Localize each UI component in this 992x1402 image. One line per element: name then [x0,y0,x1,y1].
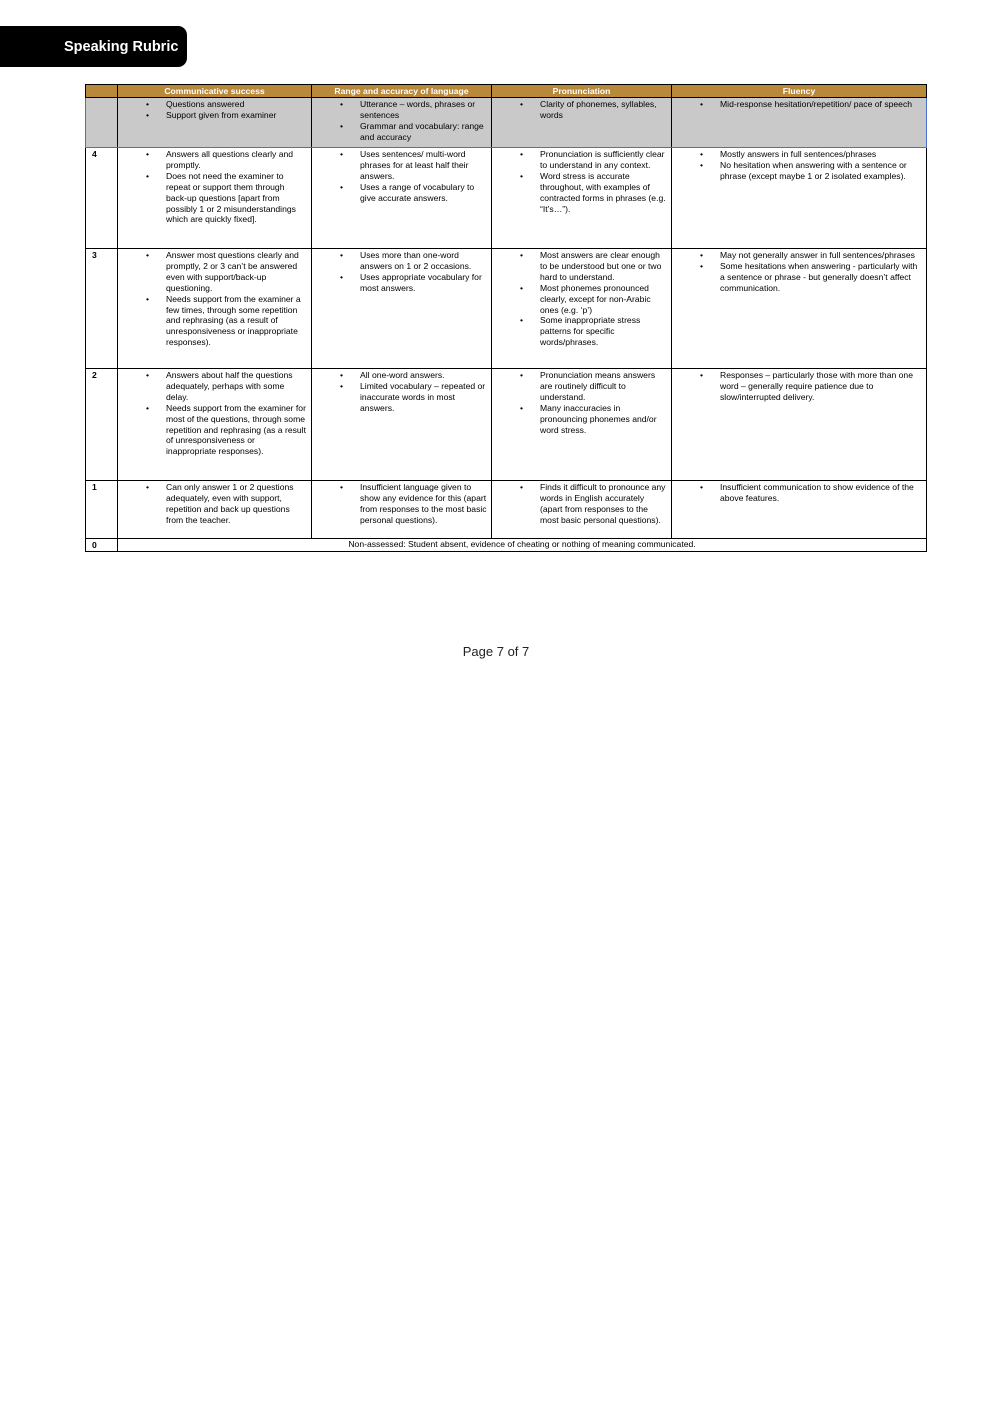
criterion-item: • Word stress is accurate throughout, with examples of contracted forms in phrases (e.g. “It’s…”). [540,171,667,215]
criterion-item: • Does not need the examiner to repeat or support them through back-up questions [apart from possibly 1 or 2 misunderstandings which are quickly fixed]. [166,171,307,226]
criterion-cell [118,249,312,369]
descriptor-item: • Questions answered [166,99,307,110]
descriptor-item: • Support given from examiner [166,110,307,121]
criterion-cell [492,481,672,539]
descriptor-item: • Grammar and vocabulary: range and accuracy [360,121,487,143]
criterion-item: • Some hesitations when answering - particularly with a sentence or phrase - but generally doesn’t affect communication. [720,261,922,294]
descriptor-score-cell [86,98,118,148]
score-row-2 [86,369,927,481]
section-title: Speaking Rubric [64,38,179,55]
criterion-item: • Insufficient language given to show any evidence for this (apart from responses to the most basic personal questions). [360,482,487,526]
criterion-cell [672,148,927,249]
criterion-item: • Uses a range of vocabulary to give accurate answers. [360,182,487,204]
descriptor-item: • Clarity of phonemes, syllables, words [540,99,667,121]
criterion-cell [312,481,492,539]
criterion-cell [312,369,492,481]
page-number: Page 7 of 7 [462,644,530,659]
score-cell: 3 [86,249,118,369]
criterion-item: • Answers about half the questions adequately, perhaps with some delay. [166,370,307,403]
descriptor-cell [672,98,927,148]
criterion-item: • Finds it difficult to pronounce any words in English accurately (apart from responses to the most basic personal questions). [540,482,667,526]
section-title-tab [0,26,187,67]
criterion-item: • Answer most questions clearly and promptly, 2 or 3 can’t be answered even with support/back-up questioning. [166,250,307,294]
criterion-cell [118,148,312,249]
descriptor-item: • Mid-response hesitation/repetition/ pace of speech [720,99,922,110]
descriptor-cell [118,98,312,148]
descriptor-row [86,98,927,148]
descriptor-cell [312,98,492,148]
score-row-0 [86,539,927,552]
criterion-cell [672,481,927,539]
criterion-item: • May not generally answer in full sentences/phrases [720,250,922,261]
criterion-cell [492,148,672,249]
score-cell: 2 [86,369,118,481]
criterion-item: • Pronunciation means answers are routinely difficult to understand. [540,370,667,403]
criterion-item: • Many inaccuracies in pronouncing phonemes and/or word stress. [540,403,667,436]
criterion-item: • Uses sentences/ multi-word phrases for at least half their answers. [360,149,487,182]
column-header-communicative-success: Communicative success [118,85,312,98]
criterion-item: • No hesitation when answering with a sentence or phrase (except maybe 1 or 2 isolated examples). [720,160,922,182]
criterion-item: • Uses appropriate vocabulary for most answers. [360,272,487,294]
criterion-item: • Mostly answers in full sentences/phrases [720,149,922,160]
criterion-cell [492,369,672,481]
criterion-item: • All one-word answers. [360,370,487,381]
criterion-cell [118,481,312,539]
criterion-item: • Most phonemes pronounced clearly, except for non-Arabic ones (e.g. ‘p’) [540,283,667,316]
non-assessed-note: Non-assessed: Student absent, evidence of cheating or nothing of meaning communicated. [118,539,927,552]
criterion-item: • Some inappropriate stress patterns for specific words/phrases. [540,315,667,348]
criterion-cell [312,148,492,249]
score-row-1 [86,481,927,539]
criterion-item: • Insufficient communication to show evidence of the above features. [720,482,922,504]
criterion-item: • Needs support from the examiner for most of the questions, through some repetition and rephrasing (as a result of unresponsiveness or inappropriate responses). [166,403,307,458]
column-header-range-accuracy: Range and accuracy of language [312,85,492,98]
criterion-cell [672,249,927,369]
criterion-item: • Most answers are clear enough to be understood but one or two hard to understand. [540,250,667,283]
score-cell: 4 [86,148,118,249]
criterion-cell [118,369,312,481]
criterion-item: • Limited vocabulary – repeated or inaccurate words in most answers. [360,381,487,414]
descriptor-item: • Utterance – words, phrases or sentences [360,99,487,121]
score-cell: 1 [86,481,118,539]
criterion-cell [312,249,492,369]
criterion-cell [492,249,672,369]
descriptor-cell [492,98,672,148]
score-row-4 [86,148,927,249]
score-row-3 [86,249,927,369]
column-header-score [86,85,118,98]
criterion-item: • Needs support from the examiner a few times, through some repetition and rephrasing (as a result of unresponsiveness or inappropriate responses). [166,294,307,349]
speaking-rubric-table [85,84,927,552]
criterion-item: • Pronunciation is sufficiently clear to understand in any context. [540,149,667,171]
criterion-item: • Responses – particularly those with more than one word – generally require patience due to slow/interrupted delivery. [720,370,922,403]
criterion-item: • Uses more than one-word answers on 1 or 2 occasions. [360,250,487,272]
column-header-pronunciation: Pronunciation [492,85,672,98]
score-cell: 0 [86,539,118,552]
criterion-cell [672,369,927,481]
rubric-header-row [86,85,927,98]
criterion-item: • Answers all questions clearly and promptly. [166,149,307,171]
criterion-item: • Can only answer 1 or 2 questions adequately, even with support, repetition and back up questions from the teacher. [166,482,307,526]
column-header-fluency: Fluency [672,85,927,98]
